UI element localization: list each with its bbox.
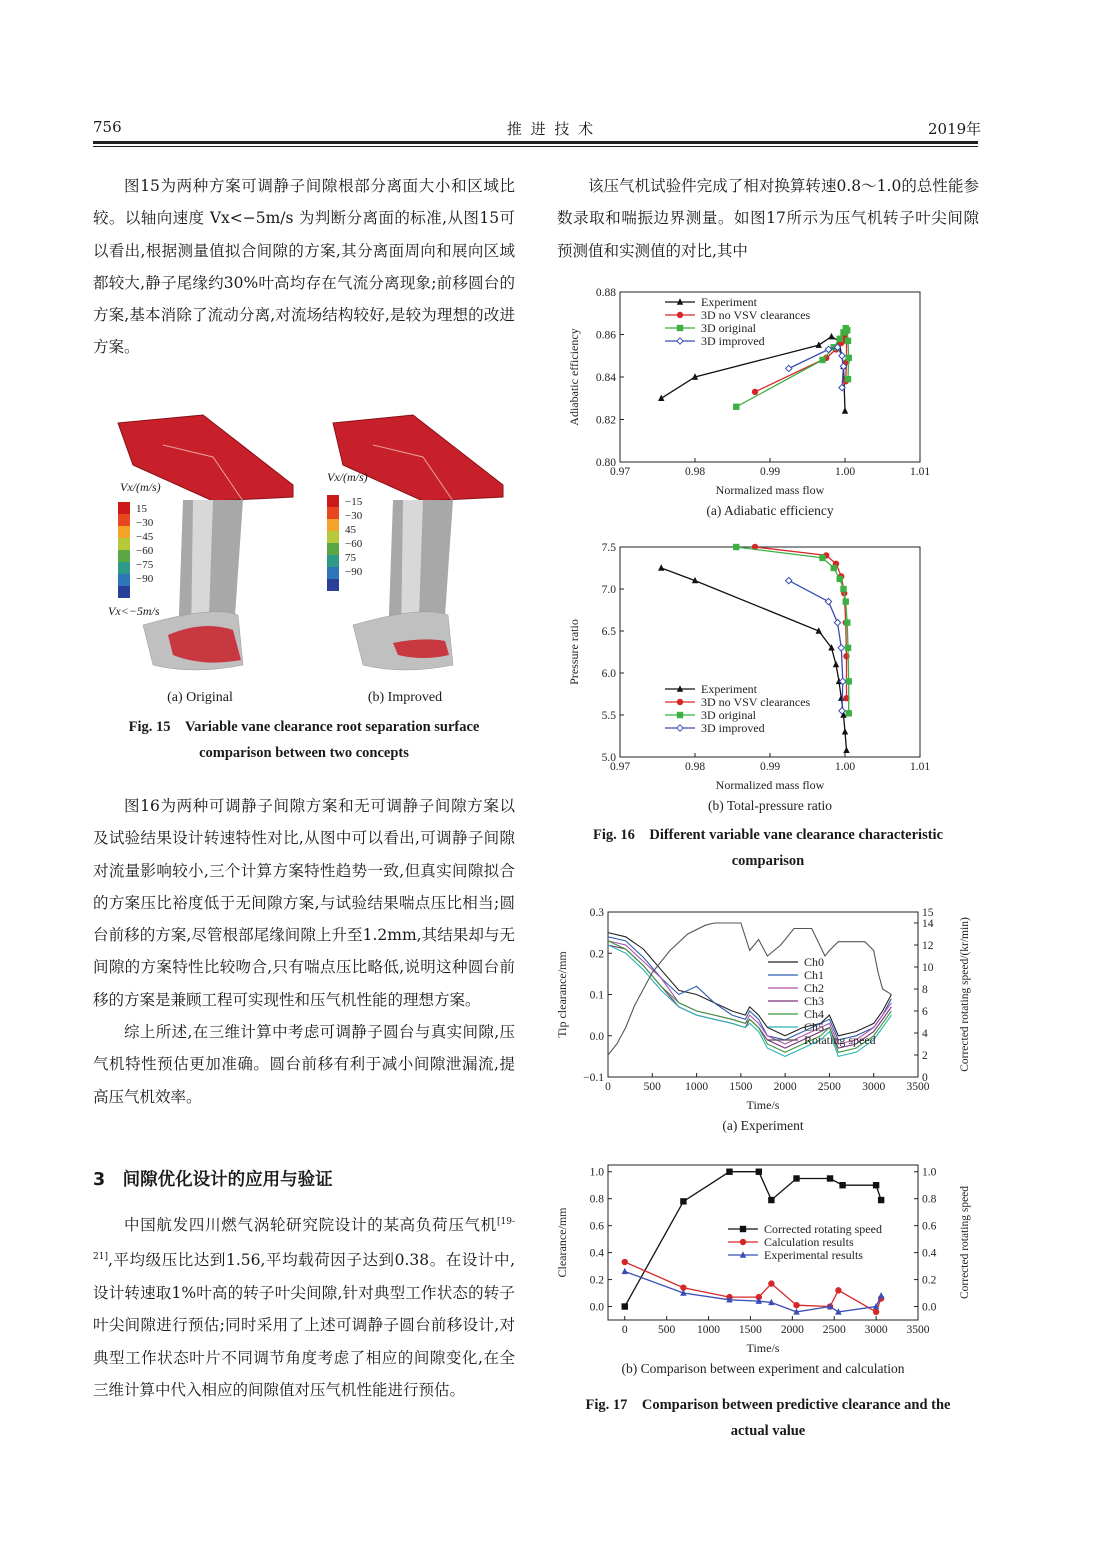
legend-label: 3D original [701, 708, 756, 722]
x-tick-label: 1000 [685, 1081, 709, 1093]
x-tick-label: 500 [658, 1324, 676, 1336]
plot-frame [608, 1165, 918, 1320]
colorbar-swatch [118, 586, 130, 598]
colorbar-swatch [118, 550, 130, 562]
data-point [846, 355, 852, 361]
legend-label: Corrected rotating speed [764, 1222, 882, 1236]
x-axis-label: Normalized mass flow [715, 483, 825, 497]
fig16-caption-line2: comparison [731, 853, 805, 869]
colorbar-swatch [327, 519, 339, 531]
y-tick-label: 0.86 [595, 329, 616, 342]
colorbar-swatch [118, 526, 130, 538]
y-axis-label: Clearance/mm [555, 1207, 569, 1278]
x-tick-label: 0 [621, 1324, 628, 1336]
x-tick-label: 0.99 [759, 761, 781, 773]
data-point [733, 404, 739, 410]
colorbar-tick-label: −15 [345, 496, 363, 508]
data-point [837, 576, 843, 582]
data-point [768, 1197, 774, 1203]
y-tick-label: 1.0 [589, 1166, 604, 1179]
para-text: 综上所述,在三维计算中考虑可调静子圆台与真实间隙,压气机特性预估更加准确。圆台前移有利于减小间隙泄漏流,提高压气机效率。 [93, 1023, 515, 1106]
colorbar-swatch [118, 502, 130, 514]
y2-tick-label: 15 [922, 907, 934, 919]
colorbar-tick-label: −30 [136, 517, 154, 529]
y2-tick-label: 1.0 [922, 1166, 937, 1179]
colorbar-tick-label: 15 [136, 503, 147, 515]
x-axis-label: Time/s [746, 1098, 780, 1112]
y-tick-label: 6.5 [601, 626, 616, 638]
chart-subtitle: (a) Experiment [722, 1118, 804, 1133]
data-point [827, 1175, 833, 1181]
legend-label: 3D no VSV clearances [701, 308, 811, 322]
y2-tick-label: 6 [922, 1006, 928, 1018]
data-point [839, 1182, 845, 1188]
x-tick-label: 2000 [780, 1324, 804, 1336]
fig16-caption-line1: Fig. 16 Different variable vane clearance characteristic [592, 827, 944, 843]
fig15a-colorbar-title: Vx/(m/s) [120, 480, 161, 494]
legend-label: Rotating speed [804, 1033, 876, 1047]
plot-frame [608, 912, 918, 1077]
fig15-caption-line1: Fig. 15 Variable vane clearance root separation surface [128, 719, 480, 735]
data-point [752, 389, 758, 395]
para4-text-b: ,平均级压比达到1.56,平均载荷因子达到0.38。在设计中,设计转速取1%叶高的转子叶尖间隙,针对典型工作状态的转子叶尖间隙进行预估;同时采用了上述可调静子圆台前移设计,对典型工作状态叶片不同调节角度考虑了相应的间隙变化,在全三维计算中代入相应的间隙值对压气机性能进行预估。 [93, 1251, 515, 1399]
data-point [845, 376, 851, 382]
colorbar-tick-label: −60 [345, 538, 363, 550]
y2-tick-label: 10 [922, 962, 934, 974]
data-point [844, 327, 850, 333]
y-tick-label: 7.0 [601, 584, 616, 596]
fig15-threshold-label: Vx<−5m/s [108, 604, 160, 618]
x-tick-label: 1500 [729, 1081, 753, 1093]
para-text: 图16为两种可调静子间隙方案和无可调静子间隙方案以及试验结果设计转速特性对比,从图中可以看出,可调静子间隙对流量影响较小,三个计算方案特性趋势一致,但真实间隙拟合的方案压比裕度低于无间隙方案,与试验结果喘点压比相当;圆台前移的方案,尽管根部尾缘间隙上升至1.2mm,其结果却与无间隙的方案特性比较吻合,只有喘点压比略低,说明这种圆台前移的方案是兼顾工程可实现性和压气机性能的理想方案。 [93, 797, 515, 1009]
plot-frame [620, 547, 920, 757]
data-point [622, 1259, 628, 1265]
data-point [768, 1280, 774, 1286]
data-point [793, 1302, 799, 1308]
y-tick-label: 5.0 [601, 752, 616, 764]
data-point [677, 325, 683, 331]
legend-label: 3D improved [701, 721, 765, 735]
y2-tick-label: 0 [922, 1072, 928, 1084]
data-point [793, 1175, 799, 1181]
legend-label: Experimental results [764, 1248, 863, 1262]
data-point [756, 1169, 762, 1175]
x-tick-label: 2000 [773, 1081, 797, 1093]
section-title: 3 间隙优化设计的应用与验证 [93, 1170, 333, 1190]
fig15b-colorbar-title: Vx/(m/s) [327, 470, 368, 484]
colorbar-swatch [118, 538, 130, 550]
legend-label: Experiment [701, 682, 757, 696]
legend-label: Experiment [701, 295, 757, 309]
chart-subtitle: (b) Comparison between experiment and calculation [621, 1361, 905, 1376]
x-tick-label: 500 [643, 1081, 661, 1093]
y2-tick-label: 0.6 [922, 1220, 937, 1233]
fig16b-chart [565, 537, 965, 822]
left-para-1 [93, 170, 515, 364]
colorbar-swatch [118, 574, 130, 586]
colorbar-swatch [327, 543, 339, 555]
colorbar-tick-label: −75 [136, 559, 154, 571]
fig17a-chart [553, 902, 973, 1142]
y2-tick-label: 2 [922, 1050, 928, 1062]
legend-label: Ch4 [804, 1007, 825, 1021]
data-point [831, 565, 837, 571]
y2-tick-label: 12 [922, 940, 934, 952]
y-tick-label: 0.82 [595, 414, 616, 427]
y-tick-label: 0.6 [589, 1220, 604, 1233]
colorbar-tick-label: −90 [345, 566, 363, 578]
y2-tick-label: 0.4 [922, 1247, 937, 1260]
fig16-caption [557, 822, 979, 874]
data-point [680, 1198, 686, 1204]
left-para-4 [93, 1206, 515, 1406]
x-axis-label: Normalized mass flow [715, 778, 825, 792]
y-tick-label: 0.2 [589, 948, 604, 961]
page-number: 756 [93, 118, 122, 136]
x-tick-label: 0.97 [609, 761, 631, 773]
data-point [846, 710, 852, 716]
y-tick-label: 0.1 [589, 989, 604, 1002]
y-axis-label: Adiabatic efficiency [567, 328, 581, 426]
para4-text-a: 中国航发四川燃气涡轮研究院设计的某高负荷压气机 [124, 1216, 497, 1235]
data-point [740, 1226, 746, 1232]
x-tick-label: 2500 [817, 1081, 841, 1093]
data-point [837, 336, 843, 342]
para-text [93, 1206, 515, 1406]
colorbar-swatch [327, 495, 339, 507]
y-tick-label: 0.0 [589, 1301, 604, 1314]
data-point [840, 586, 846, 592]
x-tick-label: 1000 [697, 1324, 721, 1336]
x-tick-label: 1.01 [909, 761, 931, 773]
y2-tick-label: 0.0 [922, 1301, 937, 1314]
x-tick-label: 0.99 [759, 466, 781, 478]
y-tick-label: 0.2 [589, 1274, 604, 1287]
x-tick-label: 0.98 [684, 761, 706, 773]
data-point [677, 699, 683, 705]
x-tick-label: 1.01 [909, 466, 931, 478]
para-text: 该压气机试验件完成了相对换算转速0.8～1.0的总性能参数录取和喘振边界测量。如图17所示为压气机转子叶尖间隙预测值和实测值的对比,其中 [557, 177, 979, 260]
data-point [819, 357, 825, 363]
fig15-illustration [93, 405, 523, 715]
x-tick-label: 1.00 [834, 761, 856, 773]
data-point [819, 555, 825, 561]
y2-tick-label: 0.2 [922, 1274, 937, 1287]
data-point [878, 1197, 884, 1203]
colorbar-tick-label: 45 [345, 524, 356, 536]
year-label: 2019年 [928, 120, 982, 138]
y2-tick-label: 4 [922, 1028, 928, 1040]
y-tick-label: 0.3 [589, 907, 604, 919]
colorbar-swatch [118, 562, 130, 574]
fig15-caption [93, 714, 515, 766]
fig15b-colorbar [327, 495, 363, 591]
para-text: 图15为两种方案可调静子间隙根部分离面大小和区域比较。以轴向速度 Vx<−5m/s 为判断分离面的标准,从图15可以看出,根据测量值拟合间隙的方案,其分离面周向和展向区域都较大,静子尾缘约30%叶高均存在气流分离现象;前移圆台的方案,基本消除了流动分离,对流场结构较好,是较为理想的改进方案。 [93, 177, 515, 357]
legend-label: Ch2 [804, 981, 825, 995]
x-tick-label: 3500 [906, 1324, 930, 1336]
colorbar-tick-label: 75 [345, 552, 356, 564]
fig15-caption-line2: comparison between two concepts [199, 745, 409, 761]
y2-tick-label: 8 [922, 984, 928, 996]
fig16a-chart [565, 282, 965, 527]
y-tick-label: 0.8 [589, 1193, 604, 1206]
x-tick-label: 2500 [822, 1324, 846, 1336]
fig17-caption-line1: Fig. 17 Comparison between predictive clearance and the [585, 1397, 951, 1413]
x-tick-label: 0.97 [609, 466, 631, 478]
chart-subtitle: (a) Adiabatic efficiency [706, 503, 834, 518]
colorbar-swatch [327, 579, 339, 591]
colorbar-tick-label: −30 [345, 510, 363, 522]
y-tick-label: 6.0 [601, 668, 616, 680]
y2-axis-label: Corrected rotating speed/(kr/min) [959, 917, 971, 1072]
data-point [873, 1309, 879, 1315]
data-point [844, 619, 850, 625]
colorbar-swatch [327, 567, 339, 579]
y2-axis-label: Corrected rotating speed [959, 1185, 971, 1300]
fig15-subcaption-a: (a) Original [167, 690, 233, 705]
colorbar-swatch [327, 507, 339, 519]
legend-label: 3D original [701, 321, 756, 335]
x-tick-label: 3000 [864, 1324, 888, 1336]
x-tick-label: 1.00 [834, 466, 856, 478]
legend-label: Calculation results [764, 1235, 854, 1249]
fig17b-chart [553, 1155, 973, 1385]
y-axis-label: Pressure ratio [567, 619, 581, 685]
colorbar-swatch [118, 514, 130, 526]
colorbar-tick-label: −90 [136, 573, 154, 585]
legend-label: Ch5 [804, 1020, 825, 1034]
y-tick-label: 0.88 [595, 287, 616, 299]
colorbar-swatch [327, 531, 339, 543]
legend-label: Ch3 [804, 994, 825, 1008]
y2-tick-label: 0.8 [922, 1193, 937, 1206]
y2-tick-label: 14 [922, 918, 934, 930]
right-para-1 [557, 170, 979, 267]
data-point [843, 598, 849, 604]
legend-label: 3D no VSV clearances [701, 695, 811, 709]
header-rule-thin [93, 146, 978, 147]
x-tick-label: 3000 [862, 1081, 886, 1093]
header-rule [93, 141, 978, 144]
data-point [726, 1169, 732, 1175]
colorbar-tick-label: −60 [136, 545, 154, 557]
data-point [835, 1287, 841, 1293]
fig15-subcaption-b: (b) Improved [367, 690, 443, 705]
y-tick-label: 0.80 [595, 457, 616, 469]
y-tick-label: 0.84 [595, 372, 616, 384]
data-point [677, 712, 683, 718]
x-tick-label: 3500 [906, 1081, 930, 1093]
colorbar-swatch [327, 555, 339, 567]
x-tick-label: 0.98 [684, 466, 706, 478]
data-point [622, 1303, 628, 1309]
fig15a-colorbar [118, 502, 154, 598]
left-para-2 [93, 790, 515, 1113]
fig17-caption [557, 1392, 979, 1444]
journal-title: 推 进 技 术 [506, 120, 596, 138]
y-tick-label: −0.1 [583, 1072, 604, 1084]
x-tick-label: 1500 [738, 1324, 762, 1336]
x-axis-label: Time/s [746, 1341, 780, 1355]
y-axis-label: Tip clearance/mm [555, 951, 569, 1038]
y-tick-label: 7.5 [601, 542, 616, 554]
data-point [677, 312, 683, 318]
legend-label: 3D improved [701, 334, 765, 348]
x-tick-label: 0 [605, 1081, 611, 1093]
colorbar-tick-label: −45 [136, 531, 154, 543]
y-tick-label: 5.5 [601, 710, 616, 722]
legend-label: Ch0 [804, 955, 825, 969]
data-point [740, 1239, 746, 1245]
y-tick-label: 0.0 [589, 1030, 604, 1043]
data-point [845, 338, 851, 344]
chart-subtitle: (b) Total-pressure ratio [707, 798, 833, 813]
data-point [733, 544, 739, 550]
data-point [873, 1182, 879, 1188]
data-point [845, 645, 851, 651]
fig17-caption-line2: actual value [730, 1423, 806, 1439]
citation-ref[interactable]: [19-21] [93, 1217, 515, 1263]
y-tick-label: 0.4 [589, 1247, 604, 1260]
legend-label: Ch1 [804, 968, 825, 982]
